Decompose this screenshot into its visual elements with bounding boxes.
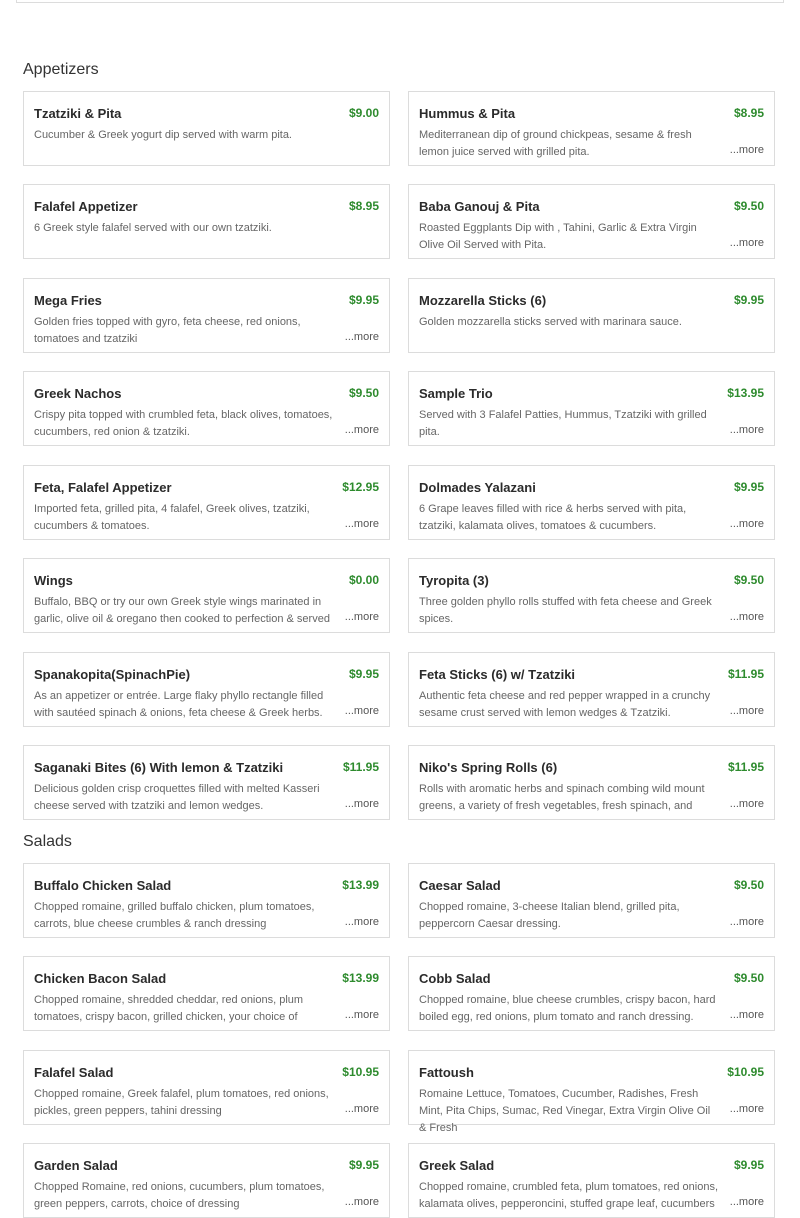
menu-item-description: Served with 3 Falafel Patties, Hummus, Tzatziki with grilled pita.: [419, 409, 707, 438]
menu-item-price: $13.99: [342, 971, 379, 985]
more-link[interactable]: ...more: [729, 1009, 764, 1021]
menu-item-card[interactable]: [408, 956, 775, 1031]
menu-item-name: Tyropita (3): [419, 573, 489, 588]
menu-item-description: Crispy pita topped with crumbled feta, black olives, tomatoes, cucumbers, red onion & tzatziki.: [34, 409, 333, 438]
menu-item-card[interactable]: [408, 1143, 775, 1218]
menu-item-card[interactable]: [408, 1050, 775, 1134]
menu-item-price: $9.50: [733, 971, 764, 985]
menu-item-price: $9.95: [733, 293, 764, 307]
more-link[interactable]: ...more: [344, 798, 379, 810]
menu-item-description: Chopped Romaine, red onions, cucumbers, plum tomatoes, green peppers, carrots, choice of dressing: [34, 1181, 325, 1210]
menu-item-description: Imported feta, grilled pita, 4 falafel, Greek olives, tzatziki, cucumbers & tomatoes.: [34, 503, 310, 532]
menu-item-card[interactable]: [408, 652, 775, 727]
menu-item-description: Mediterranean dip of ground chickpeas, sesame & fresh lemon juice served with grilled pita.: [419, 129, 692, 158]
menu-item-card[interactable]: [23, 91, 390, 166]
menu-item-description: Chopped romaine, 3-cheese Italian blend, grilled pita, peppercorn Caesar dressing.: [419, 901, 680, 930]
menu-item-description: Delicious golden crisp croquettes filled with melted Kasseri cheese served with tzatziki and lemon wedges.: [34, 783, 320, 812]
menu-item-description: Rolls with aromatic herbs and spinach combing wild mount greens, a variety of fresh vegetables, fresh spinach, and: [419, 783, 705, 812]
menu-item-name: Falafel Salad: [34, 1065, 114, 1080]
menu-item-description: 6 Grape leaves filled with rice & herbs served with pita, tzatziki, kalamata olives, tomatoes & cucumbers.: [419, 503, 687, 532]
menu-item-card[interactable]: [23, 1050, 390, 1125]
menu-item-description: Authentic feta cheese and red pepper wrapped in a crunchy sesame crust served with lemon wedges & Tzatziki.: [419, 690, 711, 719]
menu-item-price: $13.95: [727, 386, 764, 400]
menu-item-name: Buffalo Chicken Salad: [34, 878, 172, 893]
section-title-salads: Salads: [23, 833, 72, 850]
menu-item-price: $9.95: [348, 1158, 379, 1172]
menu-item-name: Saganaki Bites (6) With lemon & Tzatziki: [34, 760, 284, 775]
more-link[interactable]: ...more: [344, 1196, 379, 1208]
more-link[interactable]: ...more: [729, 611, 764, 623]
menu-item-card[interactable]: [23, 956, 390, 1031]
menu-item-name: Garden Salad: [34, 1158, 118, 1173]
menu-item-card[interactable]: [408, 745, 775, 820]
menu-item-name: Greek Nachos: [34, 386, 122, 401]
menu-item-card[interactable]: [408, 184, 775, 259]
menu-item-card[interactable]: [408, 465, 775, 540]
menu-item-price: $11.95: [727, 760, 764, 774]
menu-item-name: Wings: [34, 573, 73, 588]
menu-item-name: Hummus & Pita: [419, 106, 516, 121]
menu-item-description: Golden mozzarella sticks served with marinara sauce.: [419, 316, 682, 328]
menu-item-description: Buffalo, BBQ or try our own Greek style wings marinated in garlic, olive oil & oregano then cooked to perfection & served: [34, 596, 330, 625]
more-link[interactable]: ...more: [729, 518, 764, 530]
more-link[interactable]: ...more: [344, 1103, 379, 1115]
menu-item-price: $9.50: [733, 573, 764, 587]
more-link[interactable]: ...more: [729, 916, 764, 928]
menu-item-name: Sample Trio: [419, 386, 493, 401]
menu-item-name: Greek Salad: [419, 1158, 495, 1173]
menu-item-name: Caesar Salad: [419, 878, 501, 893]
menu-item-description: Chopped romaine, crumbled feta, plum tomatoes, red onions, kalamata olives, pepperoncini, stuffed grape leaf, cucumbers: [419, 1181, 718, 1210]
more-link[interactable]: ...more: [729, 237, 764, 249]
menu-item-name: Baba Ganouj & Pita: [419, 199, 540, 214]
menu-item-name: Mozzarella Sticks (6): [419, 293, 547, 308]
menu-item-price: $11.95: [342, 760, 379, 774]
menu-item-name: Cobb Salad: [419, 971, 491, 986]
more-link[interactable]: ...more: [729, 144, 764, 156]
menu-item-description: Roasted Eggplants Dip with , Tahini, Garlic & Extra Virgin Olive Oil Served with Pita.: [419, 222, 697, 251]
menu-item-name: Tzatziki & Pita: [34, 106, 122, 121]
more-link[interactable]: ...more: [729, 1196, 764, 1208]
menu-item-price: $11.95: [727, 667, 764, 681]
menu-item-description: Chopped romaine, blue cheese crumbles, crispy bacon, hard boiled egg, red onions, plum tomato and ranch dressing.: [419, 994, 716, 1023]
menu-item-name: Feta Sticks (6) w/ Tzatziki: [419, 667, 576, 682]
menu-item-price: $10.95: [342, 1065, 379, 1079]
menu-item-card[interactable]: [408, 91, 775, 166]
menu-item-price: $8.95: [348, 199, 379, 213]
more-link[interactable]: ...more: [344, 331, 379, 343]
menu-item-name: Mega Fries: [34, 293, 102, 308]
menu-item-card[interactable]: [23, 745, 390, 820]
more-link[interactable]: ...more: [344, 705, 379, 717]
more-link[interactable]: ...more: [729, 705, 764, 717]
menu-item-card[interactable]: [408, 863, 775, 938]
menu-item-price: $9.50: [348, 386, 379, 400]
menu-item-card[interactable]: [23, 863, 390, 938]
menu-item-description: Cucumber & Greek yogurt dip served with warm pita.: [34, 129, 292, 141]
menu-item-description: 6 Greek style falafel served with our own tzatziki.: [34, 222, 272, 234]
menu-item-card[interactable]: [408, 371, 775, 446]
menu-item-price: $9.50: [733, 878, 764, 892]
menu-item-price: $9.95: [733, 480, 764, 494]
menu-item-price: $9.95: [348, 293, 379, 307]
more-link[interactable]: ...more: [344, 916, 379, 928]
menu-item-description: Chopped romaine, Greek falafel, plum tomatoes, red onions, pickles, green peppers, tahini dressing: [34, 1088, 329, 1117]
top-panel-edge: [16, 0, 784, 3]
menu-item-price: $13.99: [342, 878, 379, 892]
menu-item-description: Three golden phyllo rolls stuffed with feta cheese and Greek spices.: [419, 596, 712, 625]
more-link[interactable]: ...more: [729, 424, 764, 436]
more-link[interactable]: ...more: [344, 424, 379, 436]
menu-item-price: $8.95: [733, 106, 764, 120]
menu-item-card[interactable]: [23, 652, 390, 727]
menu-item-price: $9.95: [348, 667, 379, 681]
menu-item-description: Romaine Lettuce, Tomatoes, Cucumber, Radishes, Fresh Mint, Pita Chips, Sumac, Red Vinegar, Extra Virgin Olive Oil & Fresh: [419, 1088, 711, 1134]
menu-item-name: Spanakopita(SpinachPie): [34, 667, 191, 682]
menu-item-name: Falafel Appetizer: [34, 199, 138, 214]
menu-item-card[interactable]: [23, 465, 390, 540]
menu-item-card[interactable]: [23, 278, 390, 353]
menu-item-card[interactable]: [23, 184, 390, 259]
menu-item-price: $9.95: [733, 1158, 764, 1172]
menu-item-card[interactable]: [23, 371, 390, 446]
menu-item-price: $9.50: [733, 199, 764, 213]
section-title-appetizers: Appetizers: [23, 61, 99, 78]
menu-item-description: As an appetizer or entrée. Large flaky phyllo rectangle filled with sautéed spinach & onions, feta cheese & Greek herbs.: [34, 690, 324, 719]
menu-item-card[interactable]: [408, 558, 775, 633]
menu-item-price: $9.00: [348, 106, 379, 120]
more-link[interactable]: ...more: [729, 1103, 764, 1115]
menu-item-description: Chopped romaine, grilled buffalo chicken, plum tomatoes, carrots, blue cheese crumbles & ranch dressing: [34, 901, 315, 930]
more-link[interactable]: ...more: [344, 518, 379, 530]
menu-item-card[interactable]: [408, 278, 775, 353]
menu-item-name: Niko's Spring Rolls (6): [419, 760, 558, 775]
menu-item-price: $10.95: [727, 1065, 764, 1079]
more-link[interactable]: ...more: [344, 611, 379, 623]
menu-item-name: Dolmades Yalazani: [419, 480, 536, 495]
menu-item-description: Chopped romaine, shredded cheddar, red onions, plum tomatoes, crispy bacon, grilled chicken, your choice of: [34, 994, 304, 1023]
menu-item-card[interactable]: [23, 1143, 390, 1218]
more-link[interactable]: ...more: [344, 1009, 379, 1021]
menu-item-card[interactable]: [23, 558, 390, 633]
menu-item-name: Feta, Falafel Appetizer: [34, 480, 172, 495]
more-link[interactable]: ...more: [729, 798, 764, 810]
menu-item-price: $12.95: [342, 480, 379, 494]
menu-item-description: Golden fries topped with gyro, feta cheese, red onions, tomatoes and tzatziki: [34, 316, 301, 345]
menu-item-name: Chicken Bacon Salad: [34, 971, 167, 986]
menu-item-price: $0.00: [348, 573, 379, 587]
menu-item-name: Fattoush: [419, 1065, 474, 1080]
